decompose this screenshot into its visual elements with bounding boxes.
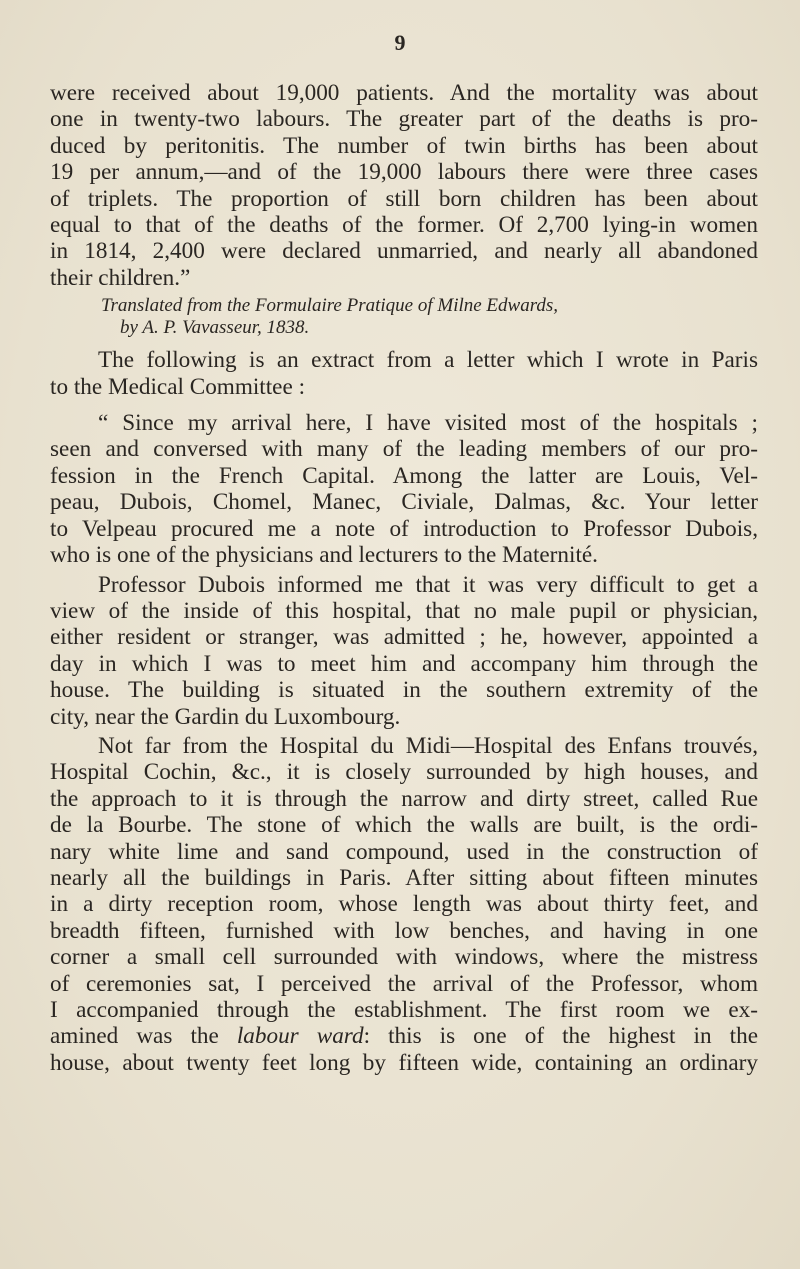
text-line: of ceremonies sat, I perceived the arrival of the Professor, whom	[50, 970, 758, 997]
text-line: Professor Dubois informed me that it was very difficult to get a	[98, 571, 758, 598]
paragraph-dubois	[50, 572, 758, 730]
paragraph-quote-end	[50, 80, 758, 291]
text-line: duced by peritonitis. The number of twin births has been about	[50, 132, 758, 159]
paragraph-letter-intro	[50, 347, 758, 400]
text-line: corner a small cell surrounded with windows, where the mistress	[50, 944, 758, 971]
text-line: day in which I was to meet him and accompany him through the	[50, 650, 758, 677]
text-line: I accompanied through the establishment. The first room we ex-	[50, 997, 758, 1023]
text-line: the approach to it is through the narrow and dirty street, called Rue	[50, 785, 758, 812]
text-line: either resident or stranger, was admitted ; he, however, appointed a	[50, 624, 758, 651]
paragraph-hospital-location	[50, 733, 758, 1076]
text-line: de la Bourbe. The stone of which the walls are built, is the ordi-	[50, 812, 758, 839]
text-line: who is one of the physicians and lecturers to the Maternité.	[50, 542, 598, 569]
text-line: Not far from the Hospital du Midi—Hospital des Enfans trouvés,	[98, 732, 758, 759]
text-line: seen and conversed with many of the leading members of our pro-	[50, 436, 758, 463]
text-line: breadth fifteen, furnished with low benches, and having in one	[50, 917, 758, 944]
text-line	[50, 1023, 758, 1049]
page-number: 9	[394, 30, 406, 55]
text-line: nearly all the buildings in Paris. After sitting about fifteen minutes	[50, 864, 758, 891]
text-line: house, about twenty feet long by fifteen wide, containing an ordinary	[50, 1049, 758, 1076]
text-line: house. The building is situated in the southern extremity of the	[50, 677, 758, 704]
attribution-line: by A. P. Vavasseur, 1838.	[120, 317, 310, 339]
attribution-line: Translated from the Formulaire Pratique of Milne Edwards,	[101, 295, 559, 317]
text-line: nary white lime and sand compound, used in the construction of	[50, 838, 758, 865]
text-line: fession in the French Capital. Among the latter are Louis, Vel-	[50, 462, 758, 489]
text-line: in a dirty reception room, whose length was about thirty feet, and	[50, 891, 758, 918]
text-line: 19 per annum,—and of the 19,000 labours there were three cases	[50, 159, 758, 186]
text-line: Hospital Cochin, &c., it is closely surrounded by high houses, and	[50, 759, 758, 786]
text-line: their children.”	[50, 264, 191, 291]
body-text	[50, 80, 758, 1076]
paragraph-letter-start	[50, 410, 758, 568]
text-line: “ Since my arrival here, I have visited most of the hospitals ;	[98, 410, 758, 437]
text-line: of triplets. The proportion of still born children has been about	[50, 185, 758, 212]
text-line: view of the inside of this hospital, that no male pupil or physician,	[50, 597, 758, 624]
text-line: one in twenty-two labours. The greater part of the deaths is pro-	[50, 106, 758, 133]
text-line: to Velpeau procured me a note of introduction to Professor Dubois,	[50, 515, 758, 542]
text-segment: : this is one of the highest in the	[363, 1023, 758, 1050]
text-line: to the Medical Committee :	[50, 373, 306, 400]
attribution	[50, 295, 758, 339]
text-segment: amined was the	[50, 1023, 237, 1050]
labour-ward-term: labour ward	[236, 1023, 364, 1050]
text-line: peau, Dubois, Chomel, Manec, Civiale, Dalmas, &c. Your letter	[50, 489, 758, 516]
text-line: The following is an extract from a letter which I wrote in Paris	[98, 347, 758, 374]
text-line: were received about 19,000 patients. And the mortality was about	[50, 80, 758, 106]
text-line: equal to that of the deaths of the former. Of 2,700 lying-in women	[50, 212, 758, 239]
text-line: city, near the Gardin du Luxombourg.	[50, 703, 401, 730]
text-line: in 1814, 2,400 were declared unmarried, and nearly all abandoned	[50, 238, 758, 265]
